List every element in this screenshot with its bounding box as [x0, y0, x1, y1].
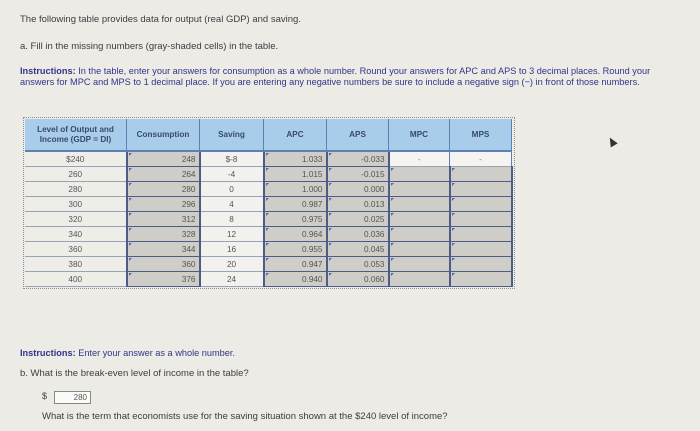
- mpc-input[interactable]: [389, 182, 450, 197]
- mps-input[interactable]: [450, 197, 512, 212]
- income-cell: 380: [25, 257, 127, 272]
- mps-input: -: [450, 151, 512, 167]
- header-mpc: MPC: [389, 119, 450, 151]
- table-row: [25, 182, 512, 197]
- question-c-text: What is the term that economists use for the saving situation shown at the $240 level of income?: [42, 411, 448, 422]
- instructions-b-label: Instructions:: [20, 348, 76, 358]
- mpc-input: -: [389, 151, 450, 167]
- consumption-input[interactable]: 280: [127, 182, 200, 197]
- income-cell: 320: [25, 212, 127, 227]
- mpc-input[interactable]: [389, 242, 450, 257]
- header-income: Level of Output and Income (GDP = DI): [25, 119, 127, 151]
- saving-cell: 4: [200, 197, 264, 212]
- aps-input[interactable]: 0.053: [327, 257, 389, 272]
- table-row: [25, 242, 512, 257]
- table-row: [25, 212, 512, 227]
- part-b-text: b. What is the break-even level of income in the table?: [20, 368, 249, 379]
- apc-input[interactable]: 1.033: [264, 151, 327, 167]
- instructions-a: [20, 66, 660, 88]
- mps-input[interactable]: [450, 227, 512, 242]
- consumption-input[interactable]: 248: [127, 151, 200, 167]
- aps-input[interactable]: 0.036: [327, 227, 389, 242]
- apc-input[interactable]: 0.955: [264, 242, 327, 257]
- table-row: [25, 167, 512, 182]
- consumption-input[interactable]: 344: [127, 242, 200, 257]
- intro-text: The following table provides data for output (real GDP) and saving.: [20, 14, 301, 25]
- table-row: [25, 272, 512, 287]
- saving-cell: 16: [200, 242, 264, 257]
- mps-input[interactable]: [450, 242, 512, 257]
- aps-input[interactable]: -0.033: [327, 151, 389, 167]
- saving-cell: $-8: [200, 151, 264, 167]
- income-cell: 260: [25, 167, 127, 182]
- income-cell: 360: [25, 242, 127, 257]
- mps-input[interactable]: [450, 167, 512, 182]
- income-cell: 300: [25, 197, 127, 212]
- mpc-input[interactable]: [389, 227, 450, 242]
- income-cell: $240: [25, 151, 127, 167]
- apc-input[interactable]: 1.000: [264, 182, 327, 197]
- aps-input[interactable]: 0.060: [327, 272, 389, 287]
- table-row: [25, 257, 512, 272]
- aps-input[interactable]: 0.000: [327, 182, 389, 197]
- income-cell: 340: [25, 227, 127, 242]
- mps-input[interactable]: [450, 257, 512, 272]
- apc-input[interactable]: 0.975: [264, 212, 327, 227]
- saving-cell: 12: [200, 227, 264, 242]
- consumption-input[interactable]: 312: [127, 212, 200, 227]
- apc-input[interactable]: 0.987: [264, 197, 327, 212]
- instructions-b-body: Enter your answer as a whole number.: [75, 348, 235, 358]
- mpc-input[interactable]: [389, 212, 450, 227]
- mpc-input[interactable]: [389, 257, 450, 272]
- apc-input[interactable]: 1.015: [264, 167, 327, 182]
- consumption-input[interactable]: 264: [127, 167, 200, 182]
- aps-input[interactable]: -0.015: [327, 167, 389, 182]
- saving-cell: 0: [200, 182, 264, 197]
- data-table-wrap: [23, 117, 515, 289]
- header-aps: APS: [327, 119, 389, 151]
- consumption-input[interactable]: 328: [127, 227, 200, 242]
- table-row: [25, 151, 512, 167]
- instructions-a-body: In the table, enter your answers for consumption as a whole number. Round your answers for APC and APS to 3 decimal places. Round your answers for MPC and MPS to 1 decimal place. If you are entering any negative numbers be sure to include a negative sign (−) in front of those numbers.: [20, 66, 651, 87]
- mpc-input[interactable]: [389, 197, 450, 212]
- break-even-income-input[interactable]: 280: [54, 391, 91, 404]
- mps-input[interactable]: [450, 182, 512, 197]
- mouse-cursor-icon: [606, 136, 617, 148]
- header-saving: Saving: [200, 119, 264, 151]
- instructions-b: [20, 348, 660, 359]
- income-cell: 280: [25, 182, 127, 197]
- instructions-label: Instructions:: [20, 66, 76, 76]
- consumption-input[interactable]: 376: [127, 272, 200, 287]
- aps-input[interactable]: 0.025: [327, 212, 389, 227]
- aps-input[interactable]: 0.013: [327, 197, 389, 212]
- apc-input[interactable]: 0.940: [264, 272, 327, 287]
- table-row: [25, 227, 512, 242]
- income-cell: 400: [25, 272, 127, 287]
- table-row: [25, 197, 512, 212]
- part-a-text: a. Fill in the missing numbers (gray-shaded cells) in the table.: [20, 41, 279, 52]
- saving-cell: -4: [200, 167, 264, 182]
- saving-cell: 24: [200, 272, 264, 287]
- apc-input[interactable]: 0.964: [264, 227, 327, 242]
- header-mps: MPS: [450, 119, 512, 151]
- data-table: [25, 119, 513, 287]
- mps-input[interactable]: [450, 212, 512, 227]
- mps-input[interactable]: [450, 272, 512, 287]
- consumption-input[interactable]: 360: [127, 257, 200, 272]
- mpc-input[interactable]: [389, 167, 450, 182]
- header-consumption: Consumption: [127, 119, 200, 151]
- currency-symbol: $: [42, 391, 48, 401]
- apc-input[interactable]: 0.947: [264, 257, 327, 272]
- aps-input[interactable]: 0.045: [327, 242, 389, 257]
- saving-cell: 20: [200, 257, 264, 272]
- consumption-input[interactable]: 296: [127, 197, 200, 212]
- mpc-input[interactable]: [389, 272, 450, 287]
- header-apc: APC: [264, 119, 327, 151]
- saving-cell: 8: [200, 212, 264, 227]
